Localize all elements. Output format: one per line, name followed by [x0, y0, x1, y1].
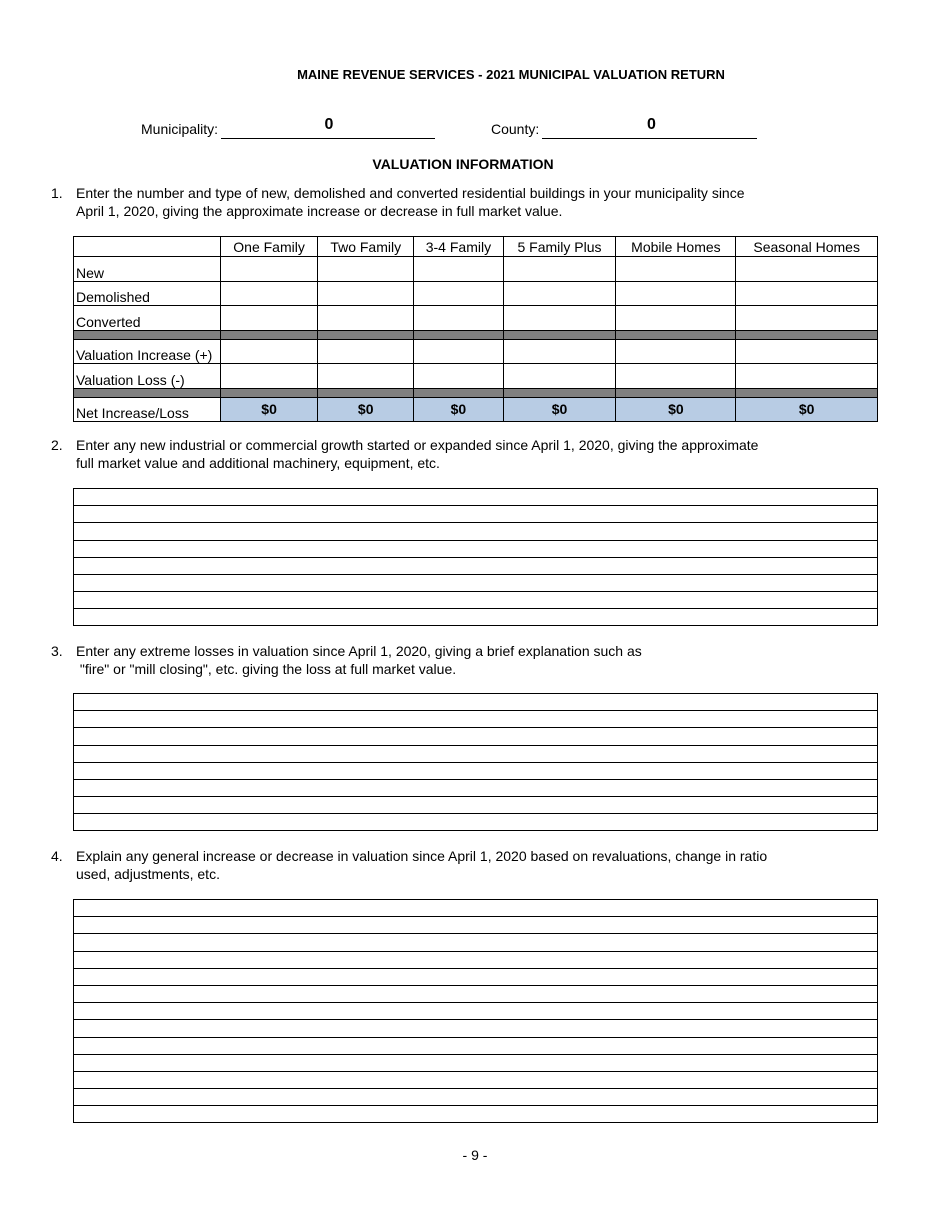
answer-line[interactable] [74, 1055, 877, 1072]
input-cell[interactable] [616, 281, 736, 306]
answer-line[interactable] [74, 694, 877, 711]
input-cell[interactable] [414, 339, 503, 364]
answer-line[interactable] [74, 900, 877, 917]
input-cell[interactable] [736, 364, 878, 389]
answer-line[interactable] [74, 592, 877, 609]
input-cell[interactable] [736, 306, 878, 331]
input-cell[interactable] [414, 306, 503, 331]
question-text: Enter the number and type of new, demolished and converted residential buildings in your municipality since April 1, 2020, giving the approximate increase or decrease in full market value. [76, 185, 745, 219]
input-cell[interactable] [318, 339, 414, 364]
total-value: $0 [736, 397, 878, 421]
answer-line[interactable] [74, 609, 877, 626]
total-value: $0 [414, 397, 503, 421]
answer-line[interactable] [74, 986, 877, 1003]
input-cell[interactable] [736, 281, 878, 306]
table-row [74, 306, 878, 331]
answer-line[interactable] [74, 489, 877, 506]
residential-buildings-table [73, 236, 878, 422]
answer-line[interactable] [74, 1003, 877, 1020]
input-cell[interactable] [616, 339, 736, 364]
input-cell[interactable] [616, 364, 736, 389]
question-text: Enter any new industrial or commercial growth started or expanded since April 1, 2020, giving the approximate full market value and additional machinery, equipment, etc. [76, 437, 759, 471]
table-header-row [74, 237, 878, 257]
input-cell[interactable] [736, 339, 878, 364]
header-corner-cell [74, 237, 221, 257]
input-cell[interactable] [616, 306, 736, 331]
input-cell[interactable] [318, 281, 414, 306]
column-header: Mobile Homes [616, 237, 736, 257]
total-value: $0 [503, 397, 616, 421]
table-row [74, 281, 878, 306]
column-header: One Family [221, 237, 318, 257]
row-label: Demolished [74, 281, 221, 306]
total-value: $0 [318, 397, 414, 421]
question-number: 1. [51, 185, 63, 201]
input-cell[interactable] [503, 257, 616, 282]
row-label: Net Increase/Loss [74, 397, 221, 421]
input-cell[interactable] [221, 306, 318, 331]
separator-row [74, 330, 878, 339]
answer-line[interactable] [74, 1038, 877, 1055]
answer-line[interactable] [74, 558, 877, 575]
answer-line[interactable] [74, 728, 877, 745]
table-row [74, 339, 878, 364]
input-cell[interactable] [318, 306, 414, 331]
municipality-label: Municipality: [141, 121, 219, 137]
municipality-field[interactable] [221, 116, 435, 139]
answer-box-2[interactable] [73, 488, 878, 626]
answer-box-3[interactable] [73, 693, 878, 831]
table-row [74, 257, 878, 282]
answer-line[interactable] [74, 814, 877, 831]
municipality-value: 0 [324, 116, 334, 133]
question-text: Explain any general increase or decrease in valuation since April 1, 2020 based on revaluations, change in ratio used, adjustments, etc. [76, 848, 768, 882]
row-label: Valuation Increase (+) [74, 339, 221, 364]
column-header: 3-4 Family [414, 237, 503, 257]
column-header: Two Family [318, 237, 414, 257]
input-cell[interactable] [414, 281, 503, 306]
answer-line[interactable] [74, 969, 877, 986]
page-title: MAINE REVENUE SERVICES - 2021 MUNICIPAL VALUATION RETURN [297, 67, 725, 82]
input-cell[interactable] [221, 257, 318, 282]
input-cell[interactable] [414, 364, 503, 389]
county-value: 0 [647, 116, 656, 133]
separator-row [74, 388, 878, 397]
answer-line[interactable] [74, 952, 877, 969]
answer-line[interactable] [74, 1072, 877, 1089]
answer-line[interactable] [74, 934, 877, 951]
total-row [74, 397, 878, 421]
answer-line[interactable] [74, 797, 877, 814]
input-cell[interactable] [221, 281, 318, 306]
input-cell[interactable] [503, 339, 616, 364]
answer-line[interactable] [74, 746, 877, 763]
input-cell[interactable] [736, 257, 878, 282]
question-number: 3. [51, 643, 63, 659]
answer-line[interactable] [74, 917, 877, 934]
answer-line[interactable] [74, 523, 877, 540]
input-cell[interactable] [318, 257, 414, 282]
answer-line[interactable] [74, 1106, 877, 1123]
section-title: VALUATION INFORMATION [372, 156, 554, 172]
page-number: - 9 - [462, 1147, 488, 1163]
input-cell[interactable] [221, 364, 318, 389]
answer-line[interactable] [74, 1020, 877, 1037]
question-number: 4. [51, 848, 63, 864]
row-label: Converted [74, 306, 221, 331]
input-cell[interactable] [318, 364, 414, 389]
answer-line[interactable] [74, 780, 877, 797]
input-cell[interactable] [414, 257, 503, 282]
answer-line[interactable] [74, 575, 877, 592]
table-row [74, 364, 878, 389]
total-value: $0 [221, 397, 318, 421]
question-text: Enter any extreme losses in valuation since April 1, 2020, giving a brief explanation such as "fire" or "mill closing", etc. giving the loss at full market value. [76, 643, 642, 677]
answer-box-4[interactable] [73, 899, 878, 1123]
input-cell[interactable] [503, 364, 616, 389]
input-cell[interactable] [503, 306, 616, 331]
answer-line[interactable] [74, 711, 877, 728]
question-number: 2. [51, 437, 63, 453]
county-field[interactable] [542, 116, 757, 139]
answer-line[interactable] [74, 763, 877, 780]
column-header: Seasonal Homes [736, 237, 878, 257]
input-cell[interactable] [503, 281, 616, 306]
answer-line[interactable] [74, 1089, 877, 1106]
input-cell[interactable] [221, 339, 318, 364]
county-label: County: [491, 121, 540, 137]
column-header: 5 Family Plus [503, 237, 616, 257]
row-label: New [74, 257, 221, 282]
answer-line[interactable] [74, 506, 877, 523]
total-value: $0 [616, 397, 736, 421]
input-cell[interactable] [616, 257, 736, 282]
answer-line[interactable] [74, 541, 877, 558]
row-label: Valuation Loss (-) [74, 364, 221, 389]
